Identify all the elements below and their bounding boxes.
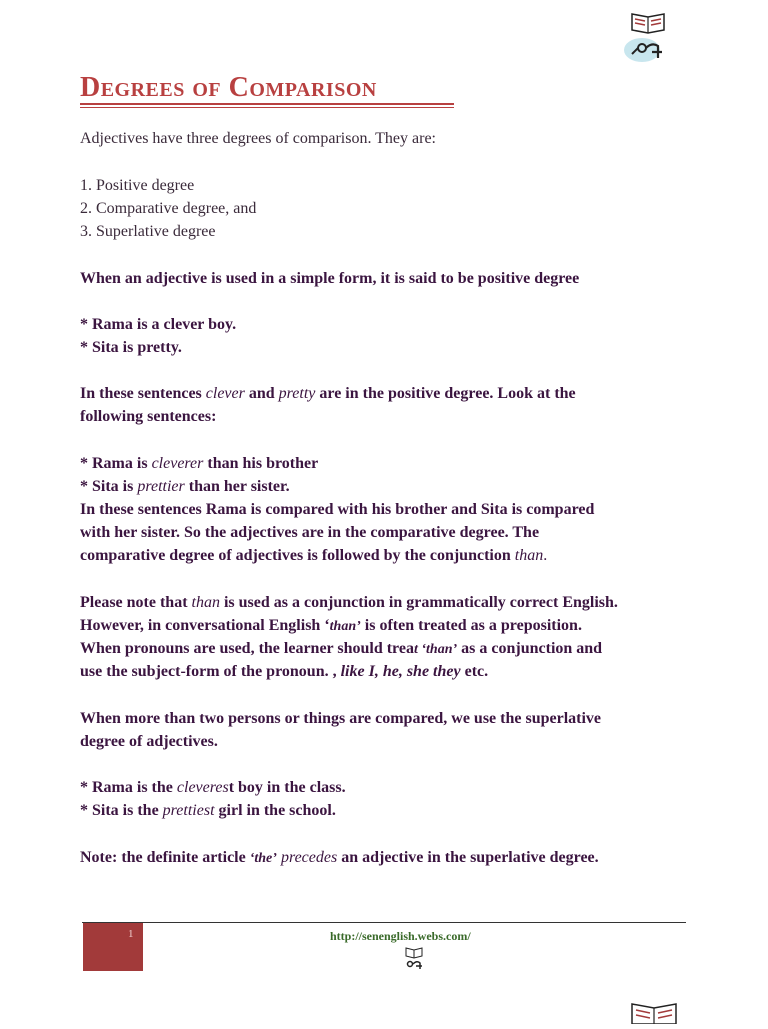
footer-rule	[82, 922, 686, 923]
positive-note-line1: In these sentences clever and pretty are in the positive degree. Look at the	[80, 385, 576, 402]
page-title: Degrees of Comparison	[80, 72, 377, 103]
superlative-definition-line1: When more than two persons or things are compared, we use the superlative	[80, 710, 602, 727]
footer-reader-icon	[400, 945, 428, 971]
degree-item-superlative: 3. Superlative degree	[80, 223, 216, 240]
positive-note-line2: following sentences:	[80, 408, 217, 425]
usage-line3: When pronouns are used, the learner should treat ‘than’ as a conjunction and	[80, 640, 603, 657]
superlative-example-1: * Rama is the cleverest boy in the class.	[80, 779, 346, 796]
book-reader-icon	[618, 8, 680, 64]
comparative-explanation-line2: with her sister. So the adjectives are in the comparative degree. The	[80, 524, 540, 541]
positive-example-1: * Rama is a clever boy.	[80, 316, 237, 333]
comparative-explanation-line1: In these sentences Rama is compared with his brother and Sita is compared	[80, 501, 595, 518]
degree-item-comparative: 2. Comparative degree, and	[80, 200, 257, 217]
comparative-explanation-line3: comparative degree of adjectives is followed by the conjunction than.	[80, 547, 548, 564]
usage-line2: However, in conversational English ‘than’ is often treated as a preposition.	[80, 617, 582, 634]
comparative-example-1: * Rama is cleverer than his brother	[80, 455, 319, 472]
usage-line4: use the subject-form of the pronoun. , like I, he, she they etc.	[80, 663, 489, 680]
intro-text: Adjectives have three degrees of comparison. They are:	[80, 130, 436, 147]
comparative-example-2: * Sita is prettier than her sister.	[80, 478, 290, 495]
superlative-example-2: * Sita is the prettiest girl in the school.	[80, 802, 336, 819]
positive-example-2: * Sita is pretty.	[80, 339, 182, 356]
degree-item-positive: 1. Positive degree	[80, 177, 195, 194]
book-icon	[628, 1000, 680, 1024]
usage-line1: Please note that than is used as a conjunction in grammatically correct English.	[80, 594, 618, 611]
title-underline-thin	[80, 107, 454, 108]
title-underline	[80, 103, 454, 105]
footer-url-link[interactable]: http://senenglish.webs.com/	[330, 929, 471, 943]
superlative-note: Note: the definite article ‘the’ precedes an adjective in the superlative degree.	[80, 849, 599, 866]
footer-page-box	[83, 923, 143, 971]
superlative-definition-line2: degree of adjectives.	[80, 733, 218, 750]
positive-definition: When an adjective is used in a simple form, it is said to be positive degree	[80, 270, 580, 287]
page-number: 1	[128, 928, 134, 940]
